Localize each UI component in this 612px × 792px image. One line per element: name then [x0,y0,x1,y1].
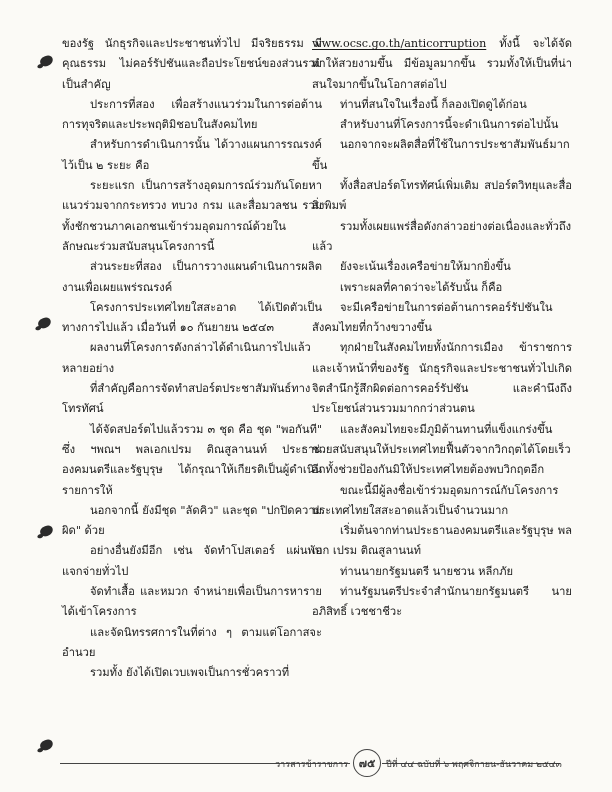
paragraph-r1: ท่านที่สนใจในเรื่องนี้ ก็ลองเปิดดูได้ก่อน [340,97,527,111]
paragraph-l3: ระยะแรก เป็นการสร้างอุดมการณ์ร่วมกันโดยหาแนวร่วมจากกระทรวง ทบวง กรม และสื่อมวลชน รวมทั้งชักชวนภาคเอกชนเข้าร่วมอุดมการณ์ด้วยในลักษณะร่วมสนับสนุนโครงการนี้ [62,179,322,253]
paragraph-l7: ที่สำคัญคือการจัดทำสปอร์ตประชาสัมพันธ์ทางโทรทัศน์ [62,382,311,416]
paragraph-r2: สำหรับงานที่โครงการนี้จะดำเนินการต่อไปนั้น [340,118,559,132]
paragraph-r13: ท่านนายกรัฐมนตรี นายชวน หลีกภัย [340,564,514,578]
paragraph-l10: อย่างอื่นยังมีอีก เช่น จัดทำโปสเตอร์ แผ่นพับ แจกจ่ายทั่วไป [62,544,322,578]
paragraph-r10: และสังคมไทยจะมีภูมิต้านทานที่แข็งแกร่งขึ้น ช่วยสนับสนุนให้ประเทศไทยฟื้นตัวจากวิกฤตได้โดยเร็ว อีกทั้งช่วยป้องกันมิให้ประเทศไทยต้องพบวิกฤตอีก [312,422,571,477]
paragraph-r0-rest: ทั้งนี้ จะได้จัดทำให้สวยงามขึ้น มีข้อมูลมากขึ้น รวมทั้งให้เป็นที่น่าสนใจมากขึ้นในโอกาสต่อไป [312,37,572,91]
paragraph-l0: ของรัฐ นักธุรกิจและประชาชนทั่วไป มีจริยธรรม มีคุณธรรม ไม่คอร์รัปชันและถือประโยชน์ของส่วนรวมเป็นสำคัญ [62,37,322,91]
publication-title: วารสารข้าราชการ [275,760,348,770]
paragraph-r6: ยังจะเน้นเรื่องเครือข่ายให้มากยิ่งขึ้น [340,260,511,274]
ink-blot-decoration [39,524,54,538]
page-number: ๗๕ [358,757,376,770]
web-link[interactable]: www.ocsc.go.th/anticorruption [312,37,487,50]
ink-blot-decoration [39,54,54,68]
paragraph-l2: สำหรับการดำเนินการนั้น ได้วางแผนการรณรงค์ไว้เป็น ๒ ระยะ คือ [62,138,322,172]
right-column [312,34,572,623]
paragraph-r8: จะมีเครือข่ายในการต่อต้านการคอร์รัปชันในสังคมไทยที่กว้างขวางขึ้น [312,300,553,335]
page-number-badge [353,749,381,777]
ink-blot-decoration [39,738,54,752]
paragraph-r11: ขณะนี้มีผู้ลงชื่อเข้าร่วมอุดมการณ์กับโครงการประเทศไทยใสสะอาดแล้วเป็นจำนวนมาก [312,483,559,517]
paragraph-l11: จัดทำเสื้อ และหมวก จำหน่ายเพื่อเป็นการหารายได้เข้าโครงการ [62,585,322,619]
paragraph-l4: ส่วนระยะที่สอง เป็นการวางแผนดำเนินการผลิตงานเพื่อเผยแพร่รณรงค์ [62,260,322,294]
paragraph-r5: รวมทั้งเผยแพร่สื่อดังกล่าวอย่างต่อเนื่องและทั่วถึงแล้ว [312,219,572,253]
paragraph-r7: เพราะผลที่คาดว่าจะได้รับนั้น ก็คือ [340,280,503,294]
ink-blot-decoration [37,316,52,330]
paragraph-l13: รวมทั้ง ยังได้เปิดเวบเพจเป็นการชั่วคราวที่ [90,666,290,680]
left-column [62,34,322,684]
paragraph-l5: โครงการประเทศไทยใสสะอาด ได้เปิดตัวเป็นทางการไปแล้ว เมื่อวันที่ ๑๐ กันยายน ๒๕๔๓ [62,300,322,335]
paragraph-r14: ท่านรัฐมนตรีประจำสำนักนายกรัฐมนตรี นายอภิสิทธิ์ เวชชาชีวะ [312,585,572,619]
paragraph-r9: ทุกฝ่ายในสังคมไทยทั้งนักการเมือง ข้าราชการและเจ้าหน้าที่ของรัฐ นักธุรกิจและประชาชนทั่วไปเกิดจิตสำนึกรู้สึกผิดต่อการคอร์รัปชัน และคำนึงถึงประโยชน์ส่วนรวมมากกว่าส่วนตน [312,341,572,416]
paragraph-l12: และจัดนิทรรศการในที่ต่าง ๆ ตามแต่โอกาสจะอำนวย [62,625,322,659]
paragraph-l1: ประการที่สอง เพื่อสร้างแนวร่วมในการต่อต้านการทุจริตและประพฤติมิชอบในสังคมไทย [62,97,322,132]
paragraph-l9: นอกจากนี้ ยังมีชุด "ลัดคิว" และชุด "ปกปิดความผิด" ด้วย [62,503,322,538]
paragraph-r4: ทั้งสื่อสปอร์ตโทรทัศน์เพิ่มเติม สปอร์ตวิทยุและสื่อสิ่งพิมพ์ [312,179,572,213]
page-footer [60,749,560,779]
paragraph-r12: เริ่มต้นจากท่านประธานองคมนตรีและรัฐบุรุษ พลเอก เปรม ติณสูลานนท์ [312,524,572,558]
issue-info: ปีที่ ๔๔ ฉบับที่ ๖ พฤศจิกายน-ธันวาคม ๒๕๔๓ [386,760,562,770]
paragraph-r0 [312,34,572,95]
paragraph-l8: ได้จัดสปอร์ตไปแล้วรวม ๓ ชุด คือ ชุด "พอกันที" ซึ่ง ฯพณฯ พลเอกเปรม ติณสูลานนท์ ประธานองคมนตรีและรัฐบุรุษ ได้กรุณาให้เกียรติเป็นผู้ดำเนินรายการให้ [62,422,322,497]
paragraph-r3: นอกจากจะผลิตสื่อที่ใช้ในการประชาสัมพันธ์มากขึ้น [312,138,570,172]
paragraph-l6: ผลงานที่โครงการดังกล่าวได้ดำเนินการไปแล้วหลายอย่าง [62,341,311,375]
